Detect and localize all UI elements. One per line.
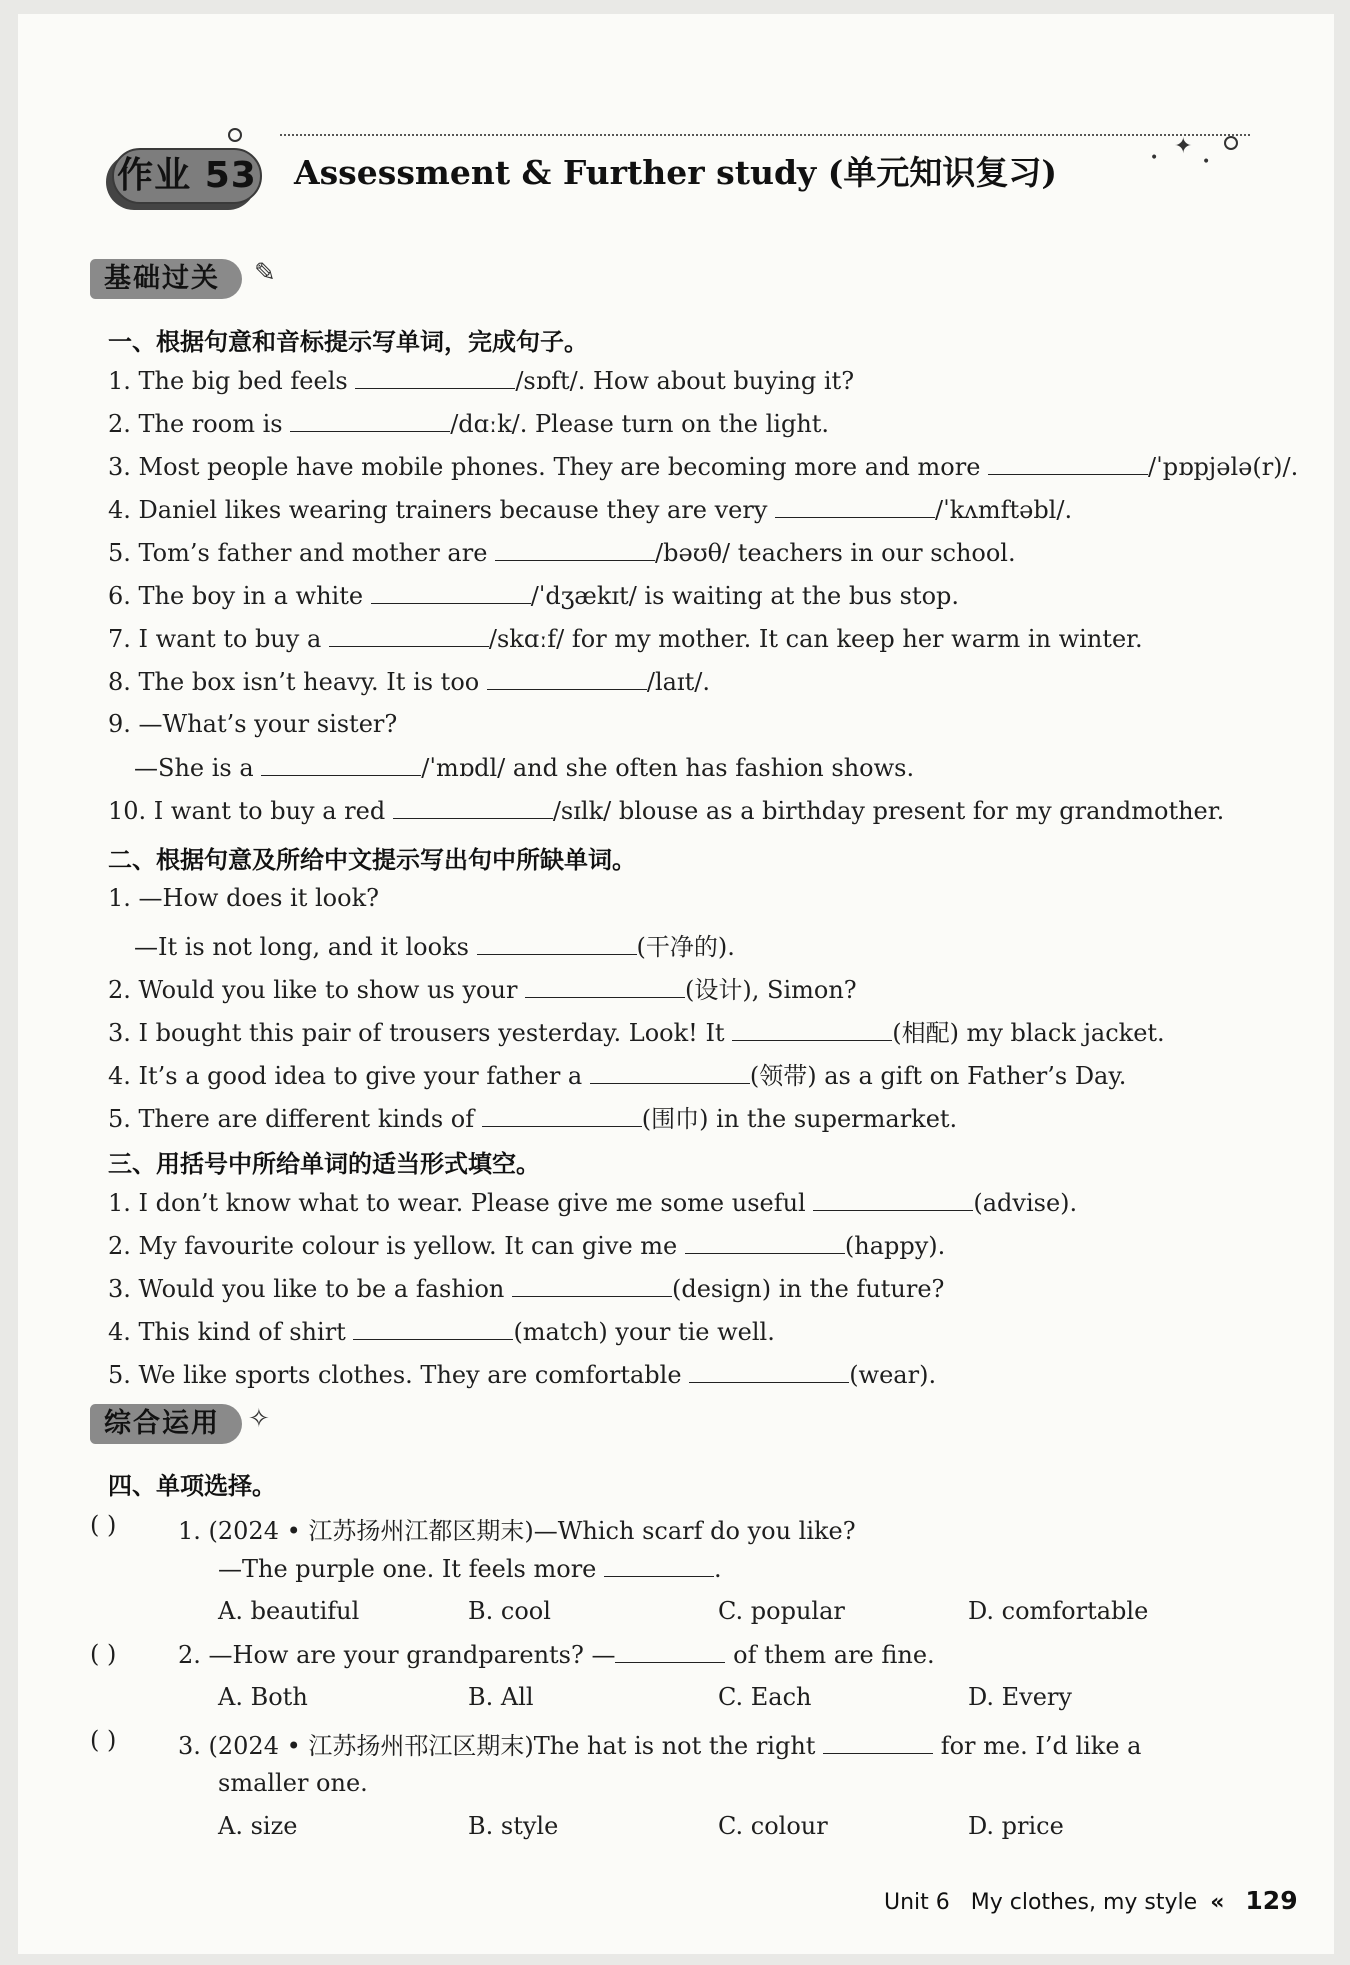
sparkle-icon: ✦ [1174, 134, 1193, 159]
s1-item-6: 6. The boy in a white /ˈdʒækɪt/ is waiting at the bus stop. [108, 582, 960, 610]
s3-item-3: 3. Would you like to be a fashion (design) in the future? [108, 1275, 945, 1303]
q3-stem: 3. (2024 • 江苏扬州邗江区期末)The hat is not the right for me. I’d like a [178, 1732, 1142, 1760]
s1-item-7: 7. I want to buy a /skɑːf/ for my mother. It can keep her warm in winter. [108, 625, 1143, 653]
worksheet-page [18, 14, 1334, 1954]
answer-blank[interactable] [290, 409, 450, 432]
s1-item-8: 8. The box isn’t heavy. It is too /laɪt/. [108, 668, 710, 696]
s2-item-4: 4. It’s a good idea to give your father a (领带) as a gift on Father’s Day. [108, 1062, 1127, 1090]
answer-blank[interactable] [988, 452, 1148, 475]
answer-blank[interactable] [482, 1104, 642, 1127]
assignment-badge: 作业 53 [112, 148, 262, 204]
s2-item-3: 3. I bought this pair of trousers yesterday. Look! It (相配) my black jacket. [108, 1019, 1165, 1047]
s3-item-2: 2. My favourite colour is yellow. It can give me (happy). [108, 1232, 946, 1260]
s1-item-9-question: 9. —What’s your sister? [108, 710, 398, 738]
s1-item-4: 4. Daniel likes wearing trainers because they are very /ˈkʌmftəbl/. [108, 496, 1073, 524]
header-dotted-line [280, 134, 1250, 136]
q3-answer-paren[interactable]: ( ) [90, 1726, 117, 1754]
header-ring-left-icon [228, 128, 242, 142]
answer-blank[interactable] [823, 1731, 933, 1754]
s3-item-1: 1. I don’t know what to wear. Please give me some useful (advise). [108, 1189, 1078, 1217]
q1-option-b[interactable]: B. cool [468, 1597, 551, 1625]
s2-item-2: 2. Would you like to show us your (设计), Simon? [108, 976, 857, 1004]
answer-blank[interactable] [393, 796, 553, 819]
s1-item-9-answer: —She is a /ˈmɒdl/ and she often has fashion shows. [134, 754, 915, 782]
q3-option-d[interactable]: D. price [968, 1812, 1064, 1840]
s1-item-2: 2. The room is /dɑːk/. Please turn on the light. [108, 410, 830, 438]
answer-blank[interactable] [495, 538, 655, 561]
q1-option-d[interactable]: D. comfortable [968, 1597, 1149, 1625]
q2-option-b[interactable]: B. All [468, 1683, 534, 1711]
pencil-icon: ✎ [254, 258, 276, 288]
s2-item-5: 5. There are different kinds of (围巾) in the supermarket. [108, 1105, 958, 1133]
s2-item-1-answer: —It is not long, and it looks (干净的). [134, 933, 735, 961]
answer-blank[interactable] [732, 1018, 892, 1041]
answer-blank[interactable] [329, 624, 489, 647]
s2-item-1-question: 1. —How does it look? [108, 884, 379, 912]
footer-unit-title: My clothes, my style [970, 1890, 1198, 1915]
section-3-heading: 三、用括号中所给单词的适当形式填空。 [108, 1150, 540, 1178]
q3-stem-2: smaller one. [218, 1769, 368, 1797]
answer-blank[interactable] [689, 1360, 849, 1383]
sparkle-brush-icon: ✧ [248, 1404, 270, 1434]
answer-blank[interactable] [813, 1188, 973, 1211]
answer-blank[interactable] [355, 366, 515, 389]
answer-blank[interactable] [775, 495, 935, 518]
q3-option-b[interactable]: B. style [468, 1812, 559, 1840]
answer-blank[interactable] [487, 667, 647, 690]
s3-item-4: 4. This kind of shirt (match) your tie well. [108, 1318, 775, 1346]
answer-blank[interactable] [604, 1554, 714, 1577]
s3-item-5: 5. We like sports clothes. They are comfortable (wear). [108, 1361, 937, 1389]
q1-answer-paren[interactable]: ( ) [90, 1511, 117, 1539]
answer-blank[interactable] [525, 975, 685, 998]
section-2-heading: 二、根据句意及所给中文提示写出句中所缺单词。 [108, 846, 636, 874]
q2-option-c[interactable]: C. Each [718, 1683, 812, 1711]
section-tag-integrated: 综合运用 [90, 1404, 242, 1444]
answer-blank[interactable] [261, 753, 421, 776]
q2-option-d[interactable]: D. Every [968, 1683, 1072, 1711]
q3-option-c[interactable]: C. colour [718, 1812, 828, 1840]
q1-stem-2: —The purple one. It feels more . [218, 1555, 722, 1583]
q1-option-c[interactable]: C. popular [718, 1597, 845, 1625]
answer-blank[interactable] [477, 932, 637, 955]
q1-stem: 1. (2024 • 江苏扬州江都区期末)—Which scarf do you like? [178, 1517, 856, 1545]
footer-unit: Unit 6 [884, 1890, 950, 1915]
answer-blank[interactable] [615, 1640, 725, 1663]
q2-answer-paren[interactable]: ( ) [90, 1640, 117, 1668]
header-ring-right-icon [1224, 136, 1238, 150]
q1-option-a[interactable]: A. beautiful [218, 1597, 360, 1625]
answer-blank[interactable] [685, 1231, 845, 1254]
answer-blank[interactable] [590, 1061, 750, 1084]
answer-blank[interactable] [353, 1317, 513, 1340]
page-title: Assessment & Further study (单元知识复习) [294, 153, 1057, 192]
s1-item-5: 5. Tom’s father and mother are /bəʊθ/ teachers in our school. [108, 539, 1016, 567]
answer-blank[interactable] [512, 1274, 672, 1297]
section-1-heading: 一、根据句意和音标提示写单词，完成句子。 [108, 328, 588, 356]
s1-item-1: 1. The big bed feels /sɒft/. How about buying it? [108, 367, 855, 395]
page-number: 129 [1245, 1886, 1298, 1915]
s1-item-3: 3. Most people have mobile phones. They are becoming more and more /ˈpɒpjələ(r)/. [108, 453, 1299, 481]
answer-blank[interactable] [371, 581, 531, 604]
page-footer [884, 1886, 1298, 1915]
section-4-heading: 四、单项选择。 [108, 1472, 276, 1500]
q2-stem: 2. —How are your grandparents? — of them are fine. [178, 1641, 935, 1669]
s1-item-10: 10. I want to buy a red /sɪlk/ blouse as a birthday present for my grandmother. [108, 797, 1225, 825]
double-chevron-left-icon: « [1210, 1890, 1225, 1915]
dot-icon: • [1202, 154, 1211, 170]
section-tag-basic: 基础过关 [90, 259, 242, 299]
dot-icon: • [1150, 150, 1159, 166]
q2-option-a[interactable]: A. Both [218, 1683, 308, 1711]
q3-option-a[interactable]: A. size [218, 1812, 298, 1840]
